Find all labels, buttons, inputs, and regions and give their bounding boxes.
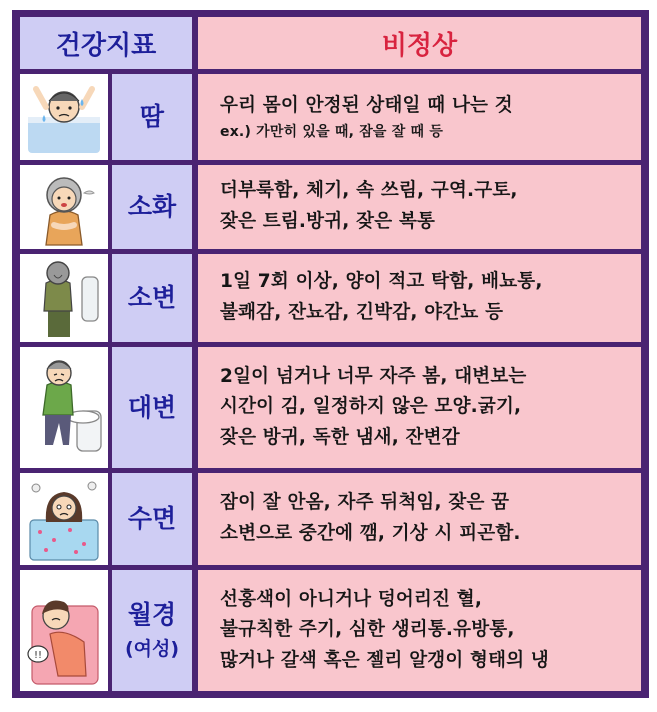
indicator-stool bbox=[112, 347, 192, 468]
description-menstruation bbox=[198, 570, 641, 691]
description-line: 잠이 잘 안옴, 자주 뒤척임, 잦은 꿈 bbox=[220, 492, 510, 514]
toilet-man-illustration bbox=[20, 347, 108, 468]
header-abnormal bbox=[198, 17, 641, 69]
description-example: ex.) 가만히 있을 때, 잠을 잘 때 등 bbox=[220, 123, 444, 140]
description-line: 2일이 넘거나 너무 자주 봄, 대변보는 bbox=[220, 365, 527, 387]
description-digestion bbox=[198, 165, 641, 249]
indicator-name: 땀 bbox=[139, 102, 165, 131]
description-stool bbox=[198, 347, 641, 468]
description-line: 더부룩함, 체기, 속 쓰림, 구역.구토, bbox=[220, 180, 518, 202]
indicator-menstruation bbox=[112, 570, 192, 691]
indicator-name: 소변 bbox=[127, 283, 177, 312]
description-sweat bbox=[198, 74, 641, 160]
description-line: 시간이 김, 일정하지 않은 모양.굵기, bbox=[220, 396, 522, 418]
urinating-man-illustration bbox=[20, 254, 108, 342]
indicator-digestion bbox=[112, 165, 192, 249]
description-line: 선홍색이 아니거나 덩어리진 혈, bbox=[220, 588, 483, 610]
sweating-man-illustration bbox=[20, 74, 108, 160]
description-urine bbox=[198, 254, 641, 342]
description-line: 우리 몸이 안정된 상태일 때 나는 것 bbox=[220, 95, 513, 117]
header-indicator bbox=[20, 17, 192, 69]
indigestion-woman-illustration bbox=[20, 165, 108, 249]
indicator-name: 수면 bbox=[127, 504, 177, 533]
description-line: 많거나 갈색 혹은 젤리 알갱이 형태의 냉 bbox=[220, 649, 549, 671]
indicator-name: 월경 bbox=[127, 600, 177, 630]
indicator-urine bbox=[112, 254, 192, 342]
description-line: 불쾌감, 잔뇨감, 긴박감, 야간뇨 등 bbox=[220, 302, 504, 323]
description-line: 잦은 트림.방귀, 잦은 복통 bbox=[220, 211, 436, 232]
header-abnormal-label: 비정상 bbox=[381, 30, 458, 61]
indicator-sweat bbox=[112, 74, 192, 160]
indicator-sleep bbox=[112, 473, 192, 565]
indicator-subtitle: (여성) bbox=[124, 638, 180, 661]
description-line: 잦은 방귀, 독한 냄새, 잔변감 bbox=[220, 426, 460, 448]
description-line: 불규칙한 주기, 심한 생리통.유방통, bbox=[220, 619, 515, 641]
description-line: 1일 7회 이상, 양이 적고 탁함, 배뇨통, bbox=[220, 271, 543, 293]
sleepless-woman-illustration bbox=[20, 473, 108, 565]
header-indicator-label: 건강지표 bbox=[55, 30, 157, 61]
cramping-woman-illustration bbox=[20, 570, 108, 691]
description-sleep bbox=[198, 473, 641, 565]
indicator-name: 소화 bbox=[127, 192, 177, 221]
svg-text:!!: !! bbox=[33, 649, 43, 661]
description-line: 소변으로 중간에 깸, 기상 시 피곤함. bbox=[220, 523, 521, 544]
indicator-name: 대변 bbox=[127, 392, 177, 422]
